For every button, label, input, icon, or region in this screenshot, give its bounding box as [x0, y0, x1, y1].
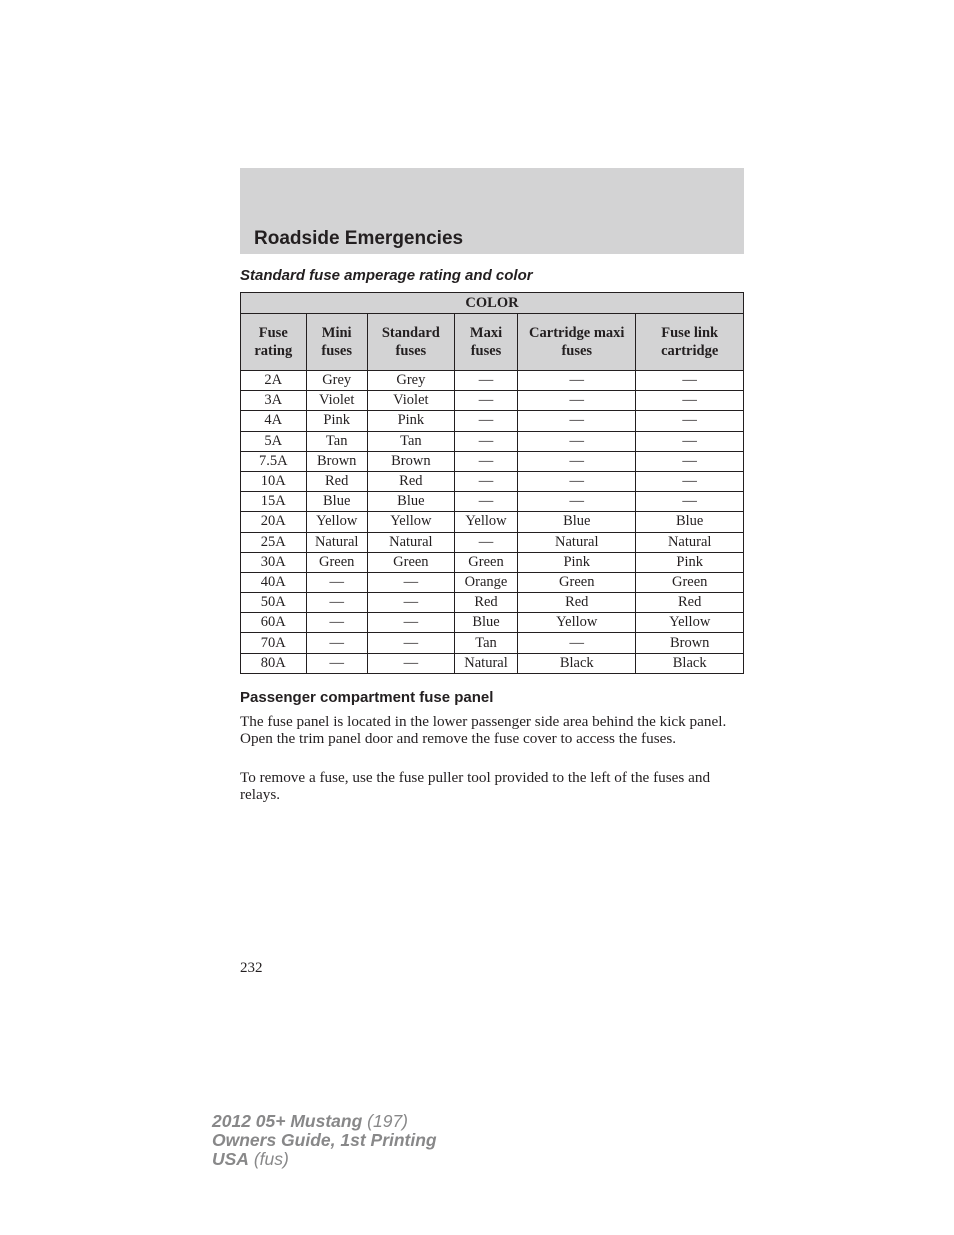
- table-cell: —: [367, 593, 454, 613]
- table-row: [241, 653, 744, 673]
- table-cell: 40A: [241, 572, 307, 592]
- table-cell: Blue: [454, 613, 517, 633]
- table-cell: 5A: [241, 431, 307, 451]
- table-cell: Yellow: [518, 613, 636, 633]
- table-cell: 7.5A: [241, 451, 307, 471]
- table-cell: —: [367, 572, 454, 592]
- table-cell: Brown: [367, 451, 454, 471]
- table-cell: Pink: [518, 552, 636, 572]
- table-cell: —: [636, 391, 744, 411]
- table-cell: 4A: [241, 411, 307, 431]
- table-cell: Blue: [367, 492, 454, 512]
- fuse-color-table: [240, 292, 744, 674]
- table-cell: Blue: [306, 492, 367, 512]
- section-title: Roadside Emergencies: [254, 228, 464, 249]
- table-cell: Yellow: [306, 512, 367, 532]
- table-cell: Natural: [306, 532, 367, 552]
- table-cell: Black: [636, 653, 744, 673]
- footer-guide: Owners Guide, 1st Printing: [212, 1130, 437, 1150]
- footer-market-code: (fus): [253, 1149, 289, 1169]
- table-row: [241, 552, 744, 572]
- table-cell: 2A: [241, 371, 307, 391]
- table-cell: Natural: [518, 532, 636, 552]
- column-header: Standard fuses: [367, 314, 454, 371]
- document-footer: [212, 1112, 437, 1169]
- table-cell: Pink: [636, 552, 744, 572]
- table-cell: Tan: [367, 431, 454, 451]
- table-cell: —: [454, 492, 517, 512]
- table-cell: —: [454, 391, 517, 411]
- table-cell: —: [454, 471, 517, 491]
- table-row: [241, 613, 744, 633]
- table-cell: —: [518, 371, 636, 391]
- table-cell: Yellow: [454, 512, 517, 532]
- table-cell: Red: [518, 593, 636, 613]
- table-cell: Grey: [367, 371, 454, 391]
- table-cell: —: [518, 411, 636, 431]
- table-cell: —: [454, 411, 517, 431]
- table-cell: Blue: [518, 512, 636, 532]
- table-cell: Natural: [454, 653, 517, 673]
- table-cell: —: [306, 633, 367, 653]
- table-cell: Blue: [636, 512, 744, 532]
- table-cell: Natural: [367, 532, 454, 552]
- table-caption: Standard fuse amperage rating and color: [240, 267, 533, 284]
- table-cell: 70A: [241, 633, 307, 653]
- table-cell: Brown: [636, 633, 744, 653]
- column-header: Fuse link cartridge: [636, 314, 744, 371]
- table-cell: —: [636, 371, 744, 391]
- table-cell: —: [636, 451, 744, 471]
- table-cell: Green: [518, 572, 636, 592]
- table-cell: 10A: [241, 471, 307, 491]
- table-cell: —: [636, 492, 744, 512]
- column-header: Cartridge maxi fuses: [518, 314, 636, 371]
- table-cell: Red: [454, 593, 517, 613]
- table-row: [241, 451, 744, 471]
- table-cell: —: [367, 613, 454, 633]
- table-cell: 50A: [241, 593, 307, 613]
- table-row: [241, 512, 744, 532]
- page-number: 232: [240, 960, 263, 976]
- table-cell: 80A: [241, 653, 307, 673]
- color-group-header: COLOR: [241, 293, 744, 314]
- table-cell: Yellow: [636, 613, 744, 633]
- table-row: [241, 391, 744, 411]
- table-cell: —: [454, 431, 517, 451]
- passenger-fuse-panel-heading: Passenger compartment fuse panel: [240, 689, 494, 706]
- footer-model: 2012 05+ Mustang: [212, 1111, 363, 1131]
- table-cell: 15A: [241, 492, 307, 512]
- table-row: [241, 593, 744, 613]
- table-cell: Green: [367, 552, 454, 572]
- table-cell: Orange: [454, 572, 517, 592]
- paragraph: The fuse panel is located in the lower passenger side area behind the kick panel. Open the trim panel door and remove the fuse cover to access the fuses.: [240, 713, 727, 747]
- table-cell: Red: [636, 593, 744, 613]
- table-cell: Natural: [636, 532, 744, 552]
- table-cell: Pink: [367, 411, 454, 431]
- table-cell: —: [306, 613, 367, 633]
- table-cell: Green: [454, 552, 517, 572]
- table-row: [241, 572, 744, 592]
- table-row: [241, 411, 744, 431]
- table-row: [241, 471, 744, 491]
- table-cell: Red: [306, 471, 367, 491]
- table-cell: —: [518, 391, 636, 411]
- table-cell: —: [454, 532, 517, 552]
- table-cell: —: [306, 593, 367, 613]
- table-cell: —: [367, 633, 454, 653]
- table-row: [241, 633, 744, 653]
- table-cell: Tan: [454, 633, 517, 653]
- table-cell: 25A: [241, 532, 307, 552]
- column-header: Mini fuses: [306, 314, 367, 371]
- table-row: [241, 371, 744, 391]
- footer-model-code: (197): [367, 1111, 409, 1131]
- table-cell: Violet: [306, 391, 367, 411]
- table-cell: 60A: [241, 613, 307, 633]
- table-cell: —: [454, 371, 517, 391]
- table-cell: 20A: [241, 512, 307, 532]
- table-cell: —: [518, 431, 636, 451]
- table-cell: —: [518, 633, 636, 653]
- table-cell: —: [306, 572, 367, 592]
- table-cell: —: [636, 411, 744, 431]
- table-cell: Tan: [306, 431, 367, 451]
- column-header: Maxi fuses: [454, 314, 517, 371]
- table-cell: Violet: [367, 391, 454, 411]
- column-header: Fuse rating: [241, 314, 307, 371]
- table-cell: Green: [636, 572, 744, 592]
- table-row: [241, 431, 744, 451]
- table-cell: —: [454, 451, 517, 471]
- footer-market: USA: [212, 1149, 249, 1169]
- table-cell: —: [636, 471, 744, 491]
- table-cell: —: [518, 471, 636, 491]
- table-cell: Pink: [306, 411, 367, 431]
- table-cell: —: [518, 451, 636, 471]
- table-row: [241, 532, 744, 552]
- table-cell: Green: [306, 552, 367, 572]
- table-cell: Grey: [306, 371, 367, 391]
- table-cell: Black: [518, 653, 636, 673]
- table-cell: —: [518, 492, 636, 512]
- table-cell: Red: [367, 471, 454, 491]
- table-cell: —: [306, 653, 367, 673]
- paragraph: To remove a fuse, use the fuse puller tool provided to the left of the fuses and relays.: [240, 769, 711, 803]
- table-cell: —: [636, 431, 744, 451]
- table-cell: Yellow: [367, 512, 454, 532]
- table-cell: 3A: [241, 391, 307, 411]
- table-cell: —: [367, 653, 454, 673]
- table-cell: 30A: [241, 552, 307, 572]
- table-row: [241, 492, 744, 512]
- table-cell: Brown: [306, 451, 367, 471]
